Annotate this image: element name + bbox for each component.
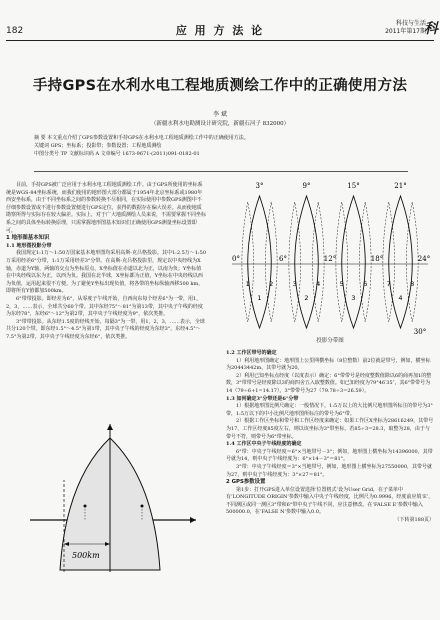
- subsection-heading: 1.2 工作区带号的确定: [226, 350, 277, 356]
- section-heading: 2 GPS参数设置: [226, 479, 266, 486]
- zone-diagram: [224, 178, 436, 336]
- zone-number-3deg: 5: [339, 280, 344, 288]
- journal-issue: 2011年第17期: [385, 27, 426, 35]
- zone-number-3deg: 6: [363, 280, 368, 288]
- right-column: [226, 350, 434, 525]
- continued-note: （下转第188页）: [394, 517, 434, 524]
- degree-label-mid: 6°: [279, 255, 287, 263]
- body-paragraph: 6°带带投影。即经差为6°，从零度子午线开始，自西向东每个经差6°为一带，用1，2，3，……表示，全球共分60个带。其中东经75°～81°为第13带，其中央子午线的经度为东经78°，东经6°～12°为第2带，其中央子午线经度为9°，依次类推。: [6, 295, 203, 318]
- zone-number-3deg: 2: [269, 280, 274, 288]
- author: 李 斌: [213, 111, 227, 118]
- abstract: 摘 要 本文重点介绍了GPS参数设置和手持GPS在水利水电工程地质测绘工作中的正确使用方法。: [34, 135, 249, 141]
- body-paragraph: 第1步：打开GPS进入单位设置选择‘位置格式’设为User Grid，在子菜单中有‘LONGITUDE ORIGIN’参数中输入中央子午线经度，比例尺为0.9996，经度前应填‘E’，不同测区或同一测区3°带和6°带中央子午线不同，应注意修改。在‘FALSE E’参数中输入500000.0，在‘FALSE N’参数中输入0.0。: [226, 486, 434, 516]
- figure-caption: 投影分带图: [316, 338, 344, 344]
- article-title: 手持GPS在水利水电工程地质测绘工作中的正确使用方法: [32, 78, 408, 94]
- abstract-block: [34, 134, 408, 158]
- body-paragraph: 2）利用已知坐标点经度（以度表示）确定：6°带带号是经度整数值除以6的商再加1的整数，3°带带号是经度除以3的商四舍五入取整数值。如已知经度为79°46′35″，其6°带带号为14（79÷6+1=14.17），3°带带号为27（79.78÷3=26.59）。: [226, 372, 432, 394]
- body-paragraph: 1）利用地形图确定：地形图上公里网横坐标（8位整数）前2位就是带号，例如，横坐标为20443442m，其带号就为20。: [226, 357, 431, 372]
- abstract-rule: [34, 171, 408, 172]
- zone-number-6deg: 2: [304, 294, 309, 302]
- running-head: 应 用 方 法 论: [175, 24, 265, 37]
- zone-number-3deg: 3: [292, 280, 297, 288]
- classification: 中图分类号 TP 文献标识码 A 文章编号 1673-9671-(2011)091-0182-01: [34, 151, 200, 157]
- degree-label-top: 3°: [255, 182, 264, 190]
- degree-label-bottom: 30°: [413, 328, 427, 336]
- offset-label: 500km: [72, 551, 100, 560]
- zone-number-3deg: 4: [316, 280, 321, 288]
- zone-number-3deg: 8: [410, 280, 415, 288]
- zone-figure: [224, 178, 436, 348]
- intro-paragraph: 目前，手持GPS被广泛应用于水利水电工程地质测绘工作。由于GPS所使用的坐标系统是WGS-84坐标系统，而我们使用的地形图大部分都属于1954年北京坐标系或1980年西安坐标系，由于不同坐标系之间的参数转换不尽相同，在实际使用中参数GPS测图中不仔细参数设置或不进行参数设置便进行GPS定位，获得的数据存在偏大误差。从而使地质勘察所得与实际存在较大偏差。实际上，对于广大地质测绘人员来说，不需要掌握不同坐标系之间的具体坐标转换原理，只需掌握地形图基本知识们正确使用GPS测量坐标设置即可。: [6, 182, 207, 234]
- degree-label-mid: 18°: [370, 255, 384, 263]
- left-column: [6, 182, 206, 341]
- zone-6deg-outline: [386, 196, 413, 328]
- zone-6deg-outline: [339, 196, 366, 328]
- body-paragraph: 6°带：中央子午线经度＝6°×当地带号－3°；例如，地形图上横坐标为14396000，其带号就为14，则中央子午线经度为：6°×14－3°＝81°。: [226, 448, 433, 463]
- degree-label-top: 15°: [347, 182, 360, 190]
- body-paragraph: 3°带带投影。从东经1.5度的经线开始，每隔3°为一带，用1，2，3，……表示，全球共分120个带。即东经1.5°～4.5°为第1带，其中央子午线的经度为东经3°，东经4.5°～7.5°为第2带，其中央子午线经度为东经6°，依次类推。: [6, 318, 205, 340]
- zone-6deg-outline: [292, 196, 319, 328]
- body-paragraph: 1）根据地形图比例尺确定：一般情况下，1:5万以上的大比例尺地形图所标注的带号为3°带，1:5万以下的中小比例尺地形图所标注的带号为6°带。: [226, 403, 433, 417]
- journal-info: [385, 20, 438, 37]
- zone-number-6deg: 4: [398, 294, 403, 302]
- journal-name: 科技与生活: [395, 20, 426, 27]
- zone-6deg-outline: [245, 196, 272, 328]
- zone-number-6deg: 1: [257, 294, 262, 302]
- keywords: 关键词 GPS；坐标系；投影带；参数设置；工程地质测绘: [34, 143, 162, 149]
- projection-figure: [20, 420, 200, 580]
- page-number: 182: [6, 26, 24, 36]
- subsection-heading: 1.1 地形图投影分带: [6, 242, 52, 249]
- projection-diagram: [20, 420, 200, 580]
- body-paragraph: 我国规定1:1万～1:50万国家基本地形图均采用高斯-克吕格投影。其中1:2.5万～1:50万采用经差6°分带，1:1万采用经差3°分带。在高斯-克吕格投影里，规定以中央经线为X轴，赤道为Y轴，两轴的交点为坐标原点，X坐标值在赤道以北为正，以南为负；Y坐标值在中央经线以东为正，以西为负。我国在北半球，X坐标都为正值，Y坐标在中央经线以西为负值，运用起来很不方便。为了避免Y坐标出现负值，将各带的坐标纵轴西移500 km，即将所有Y值都加500km。: [6, 250, 207, 295]
- section-heading: 1 地形图基本知识: [6, 235, 50, 242]
- body-paragraph: 3°带：中央子午线经度＝3°×当地带号，例如，地形图上横坐标为27550000，其带号就为27，则中央子午线经度为：3°×27＝81°。: [226, 463, 433, 478]
- zone-number-6deg: 3: [351, 294, 356, 302]
- degree-label-mid: 12°: [323, 255, 337, 263]
- affiliation: （新疆水利水电勘测设计研究院，新疆石河子 832000）: [150, 121, 290, 127]
- degree-label-mid: 0°: [232, 255, 240, 263]
- body-paragraph: 2）根据工作区坐标和带号和工作区经度来确定：如果工作区X坐标为28616249，其带号为17，工作区经度85度左右，则以该坐标为3°带坐标，若85÷3=28.3，取整为28，由于与带号不符，则带号为6°带坐标。: [226, 418, 434, 440]
- degree-label-top: 9°: [302, 182, 311, 190]
- journal-logo: 科: [424, 21, 438, 37]
- zone-number-3deg: 7: [386, 280, 391, 288]
- degree-label-mid: 24°: [417, 255, 431, 263]
- header-rule: [6, 40, 434, 41]
- zone-number-3deg: 1: [245, 280, 250, 288]
- subsection-heading: 1.4 工作区中央子午线经度的确定: [226, 441, 302, 448]
- subsection-heading: 1.3 如何确定3°分带还是6°分带: [226, 395, 299, 402]
- degree-label-top: 21°: [394, 182, 407, 190]
